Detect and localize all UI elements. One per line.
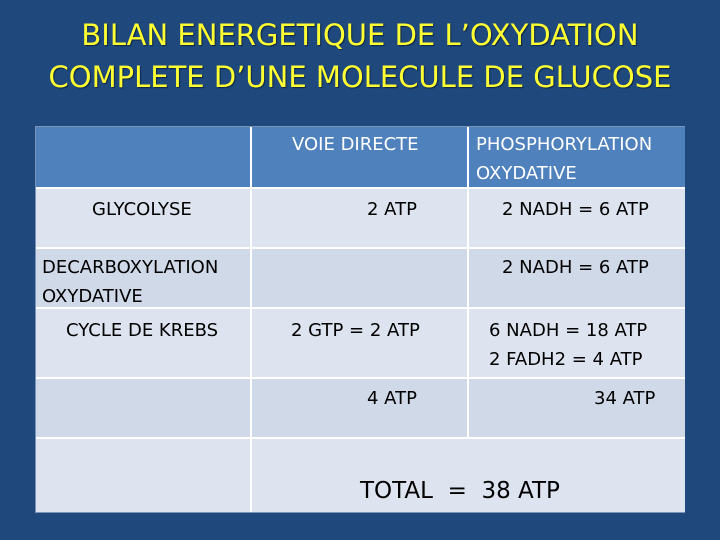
row-krebs-oxidative-line2: 2 FADH2 = 4 ATP <box>489 349 643 370</box>
row-glycolyse-label: GLYCOLYSE <box>92 199 192 220</box>
row-decarboxylation-oxidative: 2 NADH = 6 ATP <box>502 257 649 278</box>
title-line-1: BILAN ENERGETIQUE DE L’OXYDATION <box>81 18 639 52</box>
header-voie-directe: VOIE DIRECTE <box>292 134 419 155</box>
row-krebs-oxidative-line1: 6 NADH = 18 ATP <box>489 320 648 341</box>
header-empty-cell <box>36 127 252 189</box>
row-glycolyse-oxidative: 2 NADH = 6 ATP <box>502 199 649 220</box>
title-line-2: COMPLETE D’UNE MOLECULE DE GLUCOSE <box>48 60 672 94</box>
row-krebs-direct: 2 GTP = 2 ATP <box>291 320 420 341</box>
header-phosphorylation-line2: OXYDATIVE <box>476 163 577 184</box>
row-subtotal-direct-cell <box>252 379 469 439</box>
header-phosphorylation-line1: PHOSPHORYLATION <box>476 134 653 155</box>
row-total-label-cell <box>36 439 252 512</box>
row-subtotal-direct: 4 ATP <box>367 388 417 409</box>
row-decarboxylation-label-line1: DECARBOXYLATION <box>42 257 219 278</box>
row-decarboxylation-label-line2: OXYDATIVE <box>42 286 143 307</box>
row-glycolyse-direct-cell <box>252 189 469 249</box>
row-glycolyse-direct: 2 ATP <box>367 199 417 220</box>
row-subtotal-label-cell <box>36 379 252 439</box>
total-atp: TOTAL = 38 ATP <box>360 478 560 504</box>
row-krebs-label: CYCLE DE KREBS <box>66 320 219 341</box>
row-decarboxylation-direct-cell <box>252 249 469 309</box>
slide-title <box>0 14 720 98</box>
row-subtotal-oxidative: 34 ATP <box>594 388 656 409</box>
